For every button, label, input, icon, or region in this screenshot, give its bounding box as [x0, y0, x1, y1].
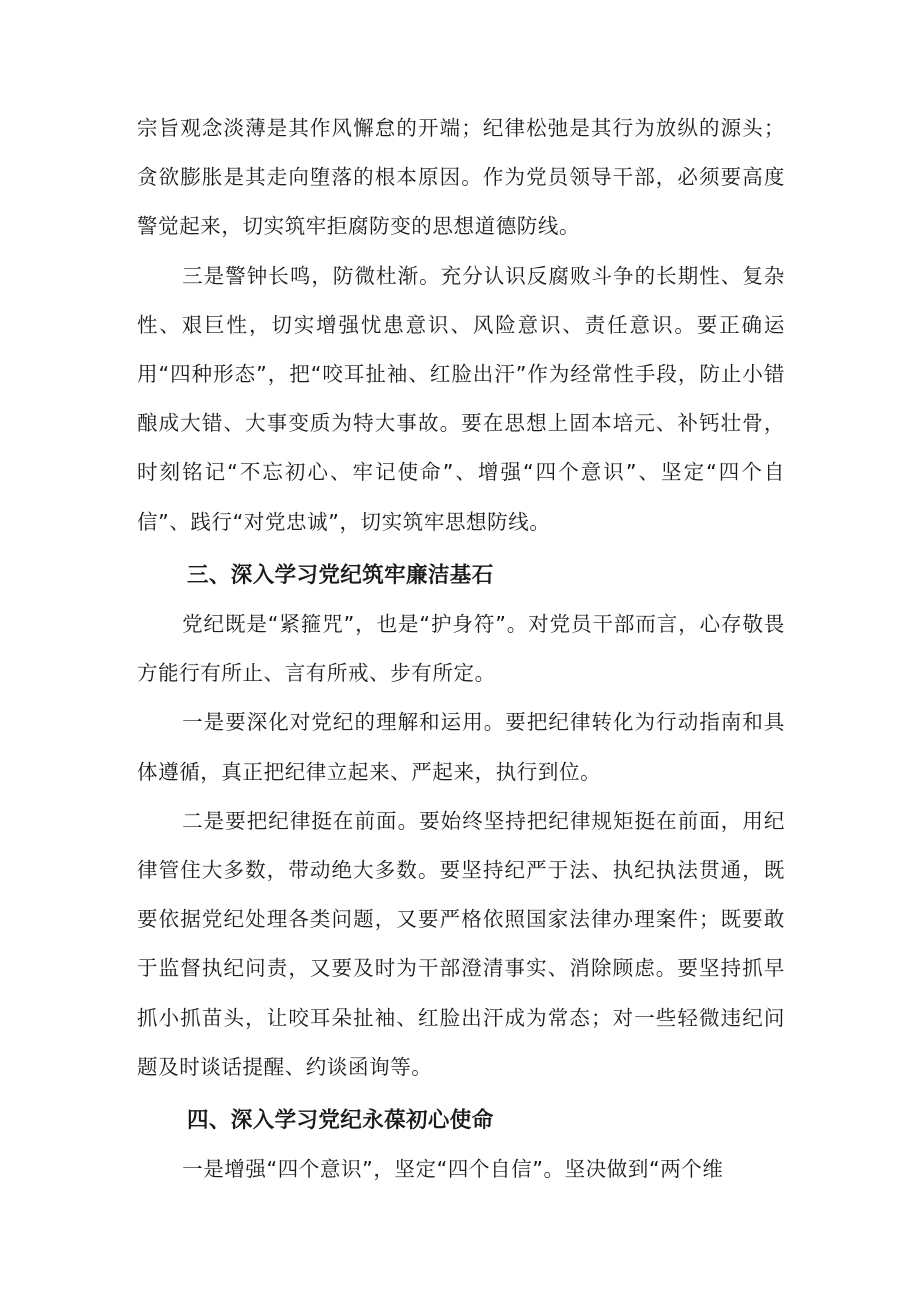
document-body: [137, 104, 785, 1194]
paragraph-point-one: 一是要深化对党纪的理解和运用。要把纪律转化为行动指南和具体遵循，真正把纪律立起来、严起来，执行到位。: [137, 710, 785, 784]
paragraph-party-discipline: 党纪既是“紧箍咒”，也是“护身符”。对党员干部而言，心存敬畏方能行有所止、言有所戒、步有所定。: [137, 612, 785, 686]
paragraph-alarm-bell: 三是警钟长鸣，防微杜渐。充分认识反腐败斗争的长期性、复杂性、艰巨性，切实增强忧患意识、风险意识、责任意识。要正确运用“四种形态”，把“咬耳扯袖、红脸出汗”作为经常性手段，防止小错酿成大错、大事变质为特大事故。要在思想上固本培元、补钙壮骨，时刻铭记“不忘初心、牢记使命”、增强“四个意识”、坚定“四个自信”、践行“对党忠诚”，切实筑牢思想防线。: [137, 263, 785, 534]
paragraph-four-consciousness: 一是增强“四个意识”，坚定“四个自信”。坚决做到“两个维: [182, 1157, 724, 1182]
paragraph-point-two: 二是要把纪律挺在前面。要始终坚持把纪律规矩挺在前面，用纪律管住大多数，带动绝大多数。要坚持纪严于法、执纪执法贯通，既要依据党纪处理各类问题，又要严格依照国家法律办理案件；既要敢于监督执纪问责，又要及时为干部澄清事实、消除顾虑。要坚持抓早抓小抓苗头，让咬耳朵扯袖、红脸出汗成为常态；对一些轻微违纪问题及时谈话提醒、约谈函询等。: [137, 808, 785, 1079]
section-heading-three: 三、深入学习党纪筑牢廉洁基石: [187, 562, 494, 588]
paragraph-continuation: 宗旨观念淡薄是其作风懈怠的开端；纪律松弛是其行为放纵的源头；贪欲膨胀是其走向堕落的根本原因。作为党员领导干部，必须要高度警觉起来，切实筑牢拒腐防变的思想道德防线。: [137, 116, 785, 239]
section-heading-four: 四、深入学习党纪永葆初心使命: [187, 1108, 494, 1134]
